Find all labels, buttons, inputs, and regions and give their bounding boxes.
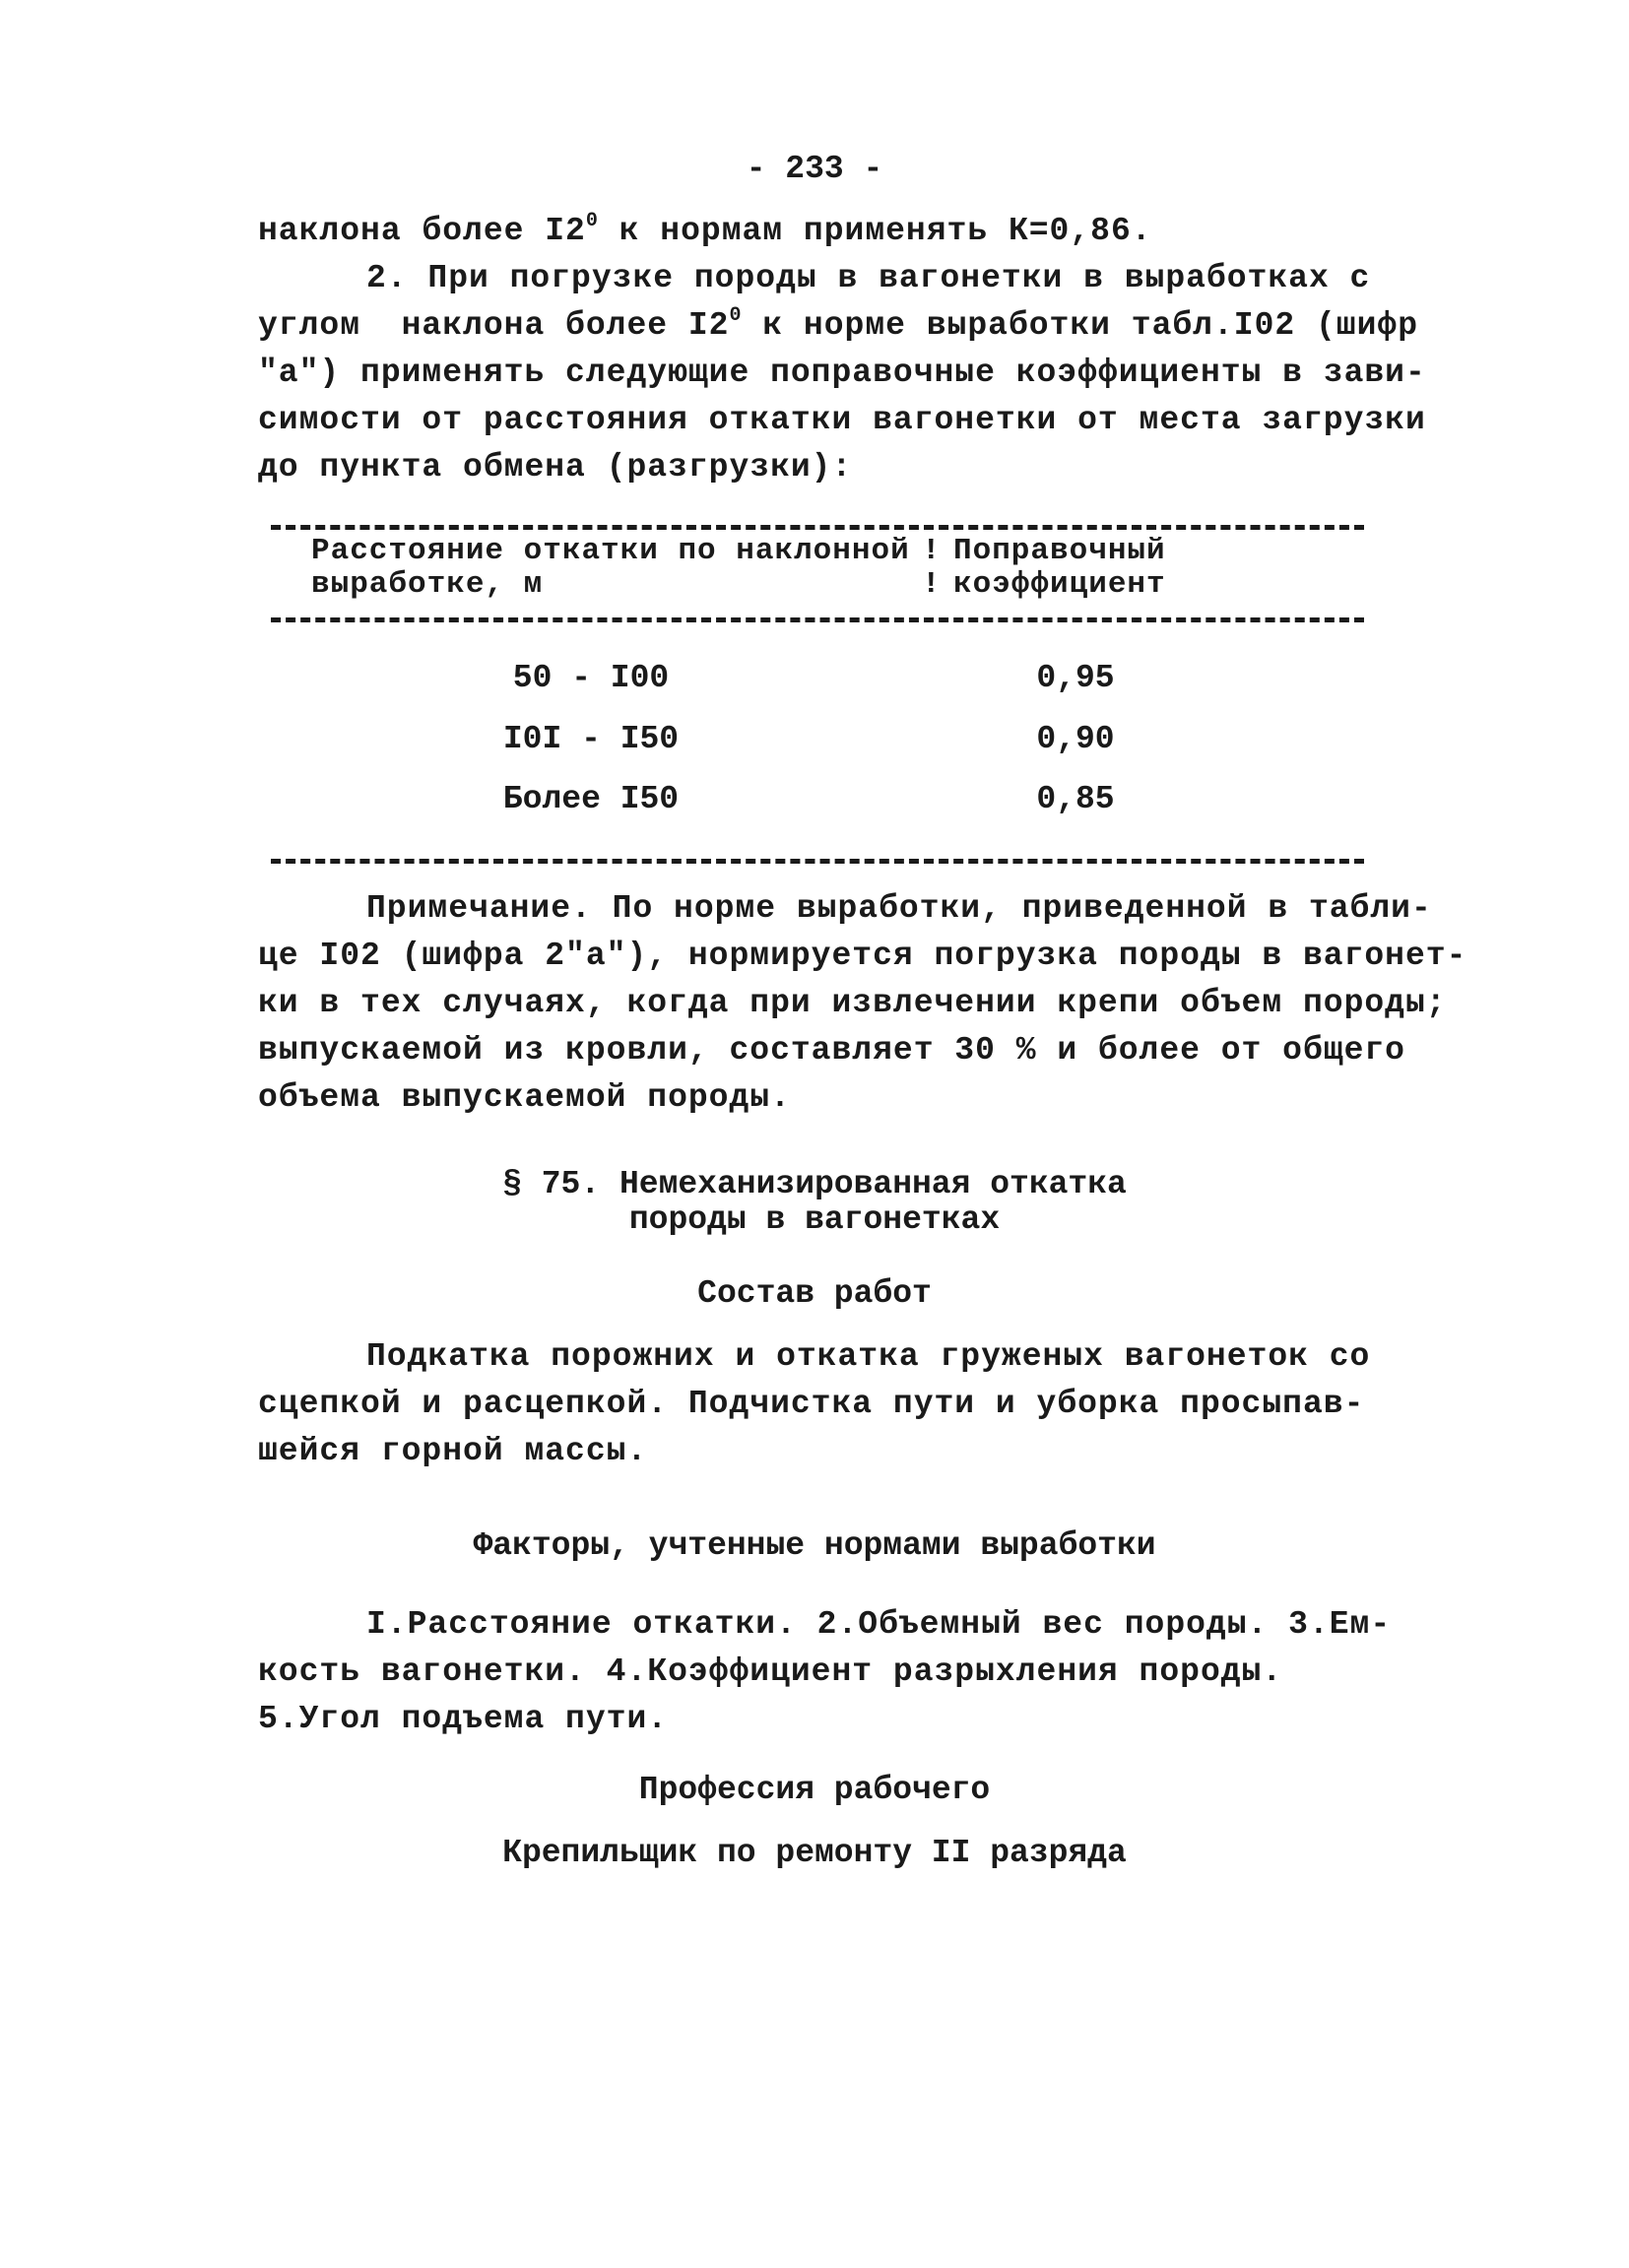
work-composition-heading: Состав работ	[697, 1275, 932, 1312]
intro-line-1	[258, 212, 1152, 251]
intro-line-4: "а") применять следующие поправочные коэффициенты в зави-	[258, 355, 1426, 391]
table-header-left-2: выработке, м	[311, 567, 544, 602]
section-title-line-2: породы в вагонетках	[628, 1201, 1001, 1238]
intro-line-3-text-b: к норме выработки табл.I02 (шифр	[742, 307, 1419, 344]
factors-line-2: кость вагонетки. 4.Коэффициент разрыхления породы.	[258, 1653, 1283, 1690]
profession-text: Крепильщик по ремонту II разряда	[502, 1835, 1127, 1871]
page-number: - 233 -	[746, 151, 883, 187]
note-line-5: объема выпускаемой породы.	[258, 1079, 791, 1116]
table-top-rule	[271, 525, 1364, 530]
work-line-3: шейся горной массы.	[258, 1433, 648, 1469]
note-line-4: выпускаемой из кровли, составляет 30 % и более от общего	[258, 1032, 1405, 1069]
work-line-1: Подкатка порожних и откатка груженых вагонеток со	[366, 1338, 1371, 1375]
intro-line-2: 2. При погрузке породы в вагонетки в выработках с	[366, 260, 1371, 296]
table-row-coefficient: 0,95	[1036, 660, 1115, 696]
factors-line-3: 5.Угол подъема пути.	[258, 1701, 669, 1737]
table-row-distance: 50 - I00	[512, 660, 670, 696]
degree-superscript: 0	[729, 304, 743, 327]
note-line-2: це I02 (шифра 2"а"), нормируется погрузка породы в вагонет-	[258, 938, 1467, 974]
profession-heading: Профессия рабочего	[638, 1772, 991, 1808]
table-row-coefficient: 0,85	[1036, 781, 1115, 817]
table-header-separator: !	[922, 534, 942, 568]
table-row-distance: Более I50	[502, 781, 680, 817]
intro-line-1-text-b: к нормам применять К=0,86.	[598, 213, 1152, 249]
factors-line-1: I.Расстояние откатки. 2.Объемный вес породы. 3.Ем-	[366, 1606, 1392, 1643]
table-row-distance: I0I - I50	[502, 721, 680, 757]
table-bottom-rule	[271, 859, 1364, 864]
table-header-rule	[271, 617, 1364, 622]
note-line-3: ки в тех случаях, когда при извлечении крепи объем породы;	[258, 985, 1447, 1021]
factors-heading: Факторы, учтенные нормами выработки	[473, 1527, 1156, 1564]
intro-line-3	[258, 306, 1418, 346]
table-header-right-1: Поправочный	[953, 534, 1166, 568]
intro-line-5: симости от расстояния откатки вагонетки от места загрузки	[258, 402, 1426, 438]
intro-line-3-text-a: углом наклона более I2	[258, 307, 730, 344]
intro-line-6: до пункта обмена (разгрузки):	[258, 449, 853, 486]
degree-superscript: 0	[585, 210, 599, 232]
table-header-right-2: коэффициент	[953, 567, 1166, 602]
table-row-coefficient: 0,90	[1036, 721, 1115, 757]
work-line-2: сцепкой и расцепкой. Подчистка пути и уборка просыпав-	[258, 1386, 1365, 1422]
table-header-left-1: Расстояние откатки по наклонной	[311, 534, 910, 568]
note-line-1: Примечание. По норме выработки, приведенной в табли-	[366, 890, 1432, 927]
table-header-separator: !	[922, 567, 942, 602]
intro-line-1-text-a: наклона более I2	[258, 213, 586, 249]
section-title-line-1: § 75. Немеханизированная откатка	[502, 1166, 1127, 1202]
